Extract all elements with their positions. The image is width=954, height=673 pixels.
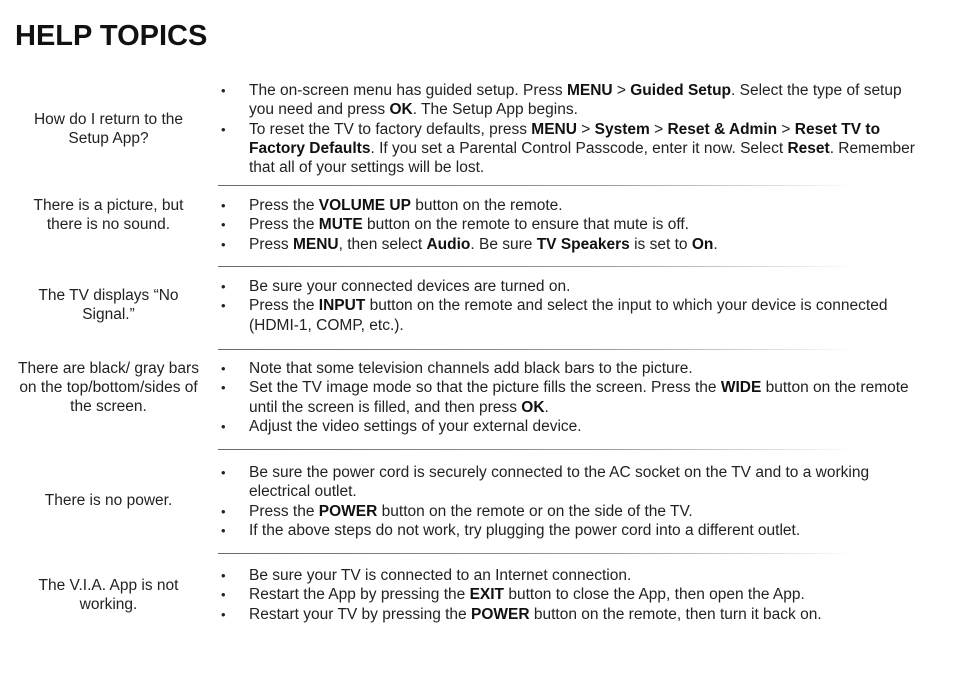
answer-keyword: MUTE bbox=[318, 216, 363, 234]
answer-text: Press the bbox=[249, 216, 319, 234]
topic-question: The V.I.A. App is not working. bbox=[38, 577, 179, 613]
answer-bullet-item bbox=[218, 378, 918, 417]
answer-text: button on the remote or on the side of the TV. bbox=[377, 502, 693, 520]
answer-text: is set to bbox=[629, 235, 692, 253]
answer-text: . bbox=[544, 398, 549, 416]
answer-keyword: MENU bbox=[531, 120, 577, 138]
answer-keyword: INPUT bbox=[318, 297, 366, 315]
answer-text: Set the TV image mode so that the picture fills the screen. Press the bbox=[249, 379, 721, 397]
answer-keyword: OK bbox=[521, 398, 545, 416]
topic-question: How do I return to the Setup App? bbox=[33, 111, 184, 147]
answer-keyword: Guided Setup bbox=[630, 82, 731, 99]
answer-bullet-item bbox=[218, 196, 918, 215]
answer-bullet-item bbox=[218, 120, 918, 178]
topic-answers bbox=[218, 277, 918, 335]
answer-text: Restart the App by pressing the bbox=[249, 586, 470, 604]
row-divider bbox=[218, 349, 858, 350]
answer-keyword: POWER bbox=[470, 605, 530, 623]
answer-text: > bbox=[612, 82, 631, 99]
row-divider bbox=[218, 553, 858, 554]
topic-answers bbox=[218, 463, 918, 540]
answer-text: . Remember that all of your settings will be lost. bbox=[249, 139, 915, 177]
answer-keyword: OK bbox=[389, 101, 413, 119]
answer-text: button on the remote, then turn it back on. bbox=[529, 605, 822, 623]
answer-text: > bbox=[576, 120, 595, 138]
answer-text: The on-screen menu has guided setup. Press bbox=[249, 82, 567, 99]
answer-keyword: Audio bbox=[426, 235, 471, 253]
answer-keyword: Reset bbox=[787, 139, 830, 157]
answer-bullet-item bbox=[218, 521, 918, 540]
answer-text: . The Setup App begins. bbox=[412, 101, 578, 119]
answer-text: button on the remote and select the input to which your device is connected (HDMI-1, COMP, etc.). bbox=[249, 297, 888, 334]
answer-text: To reset the TV to factory defaults, press bbox=[249, 120, 532, 138]
answer-bullet-item bbox=[218, 81, 918, 120]
answer-text: Press the bbox=[249, 502, 319, 520]
answer-text: button to close the App, then open the App. bbox=[504, 586, 805, 604]
answer-text: > bbox=[649, 120, 668, 138]
topic-question: There is a picture, but there is no sound. bbox=[33, 197, 184, 233]
answer-bullet-item bbox=[218, 215, 918, 234]
answer-text: Adjust the video settings of your external device. bbox=[249, 417, 582, 435]
answer-bullet-item bbox=[218, 235, 918, 254]
answer-text: Press the bbox=[249, 297, 319, 315]
answer-bullet-item bbox=[218, 417, 918, 436]
answer-text: Press bbox=[249, 235, 293, 253]
row-divider bbox=[218, 266, 858, 267]
answer-text: > bbox=[777, 120, 795, 138]
answer-text: Be sure your connected devices are turned on. bbox=[249, 278, 571, 295]
answer-text: Be sure your TV is connected to an Internet connection. bbox=[249, 567, 632, 584]
topic-answers bbox=[218, 81, 918, 177]
answer-keyword: MENU bbox=[292, 235, 339, 253]
answer-bullet-item bbox=[218, 566, 918, 585]
answer-bullet-item bbox=[218, 585, 918, 604]
answer-text: If the above steps do not work, try plugging the power cord into a different outlet. bbox=[249, 521, 801, 539]
answer-text: Note that some television channels add black bars to the picture. bbox=[249, 360, 693, 377]
answer-bullet-item bbox=[218, 296, 918, 335]
row-divider bbox=[218, 449, 858, 450]
answer-bullet-item bbox=[218, 605, 918, 624]
answer-keyword: Reset TV to Factory Defaults bbox=[249, 120, 881, 157]
answer-bullet-item bbox=[218, 502, 918, 521]
topic-answers bbox=[218, 196, 918, 254]
answer-text: , then select bbox=[338, 235, 427, 253]
answer-keyword: TV Speakers bbox=[536, 235, 630, 253]
answer-keyword: POWER bbox=[318, 502, 378, 520]
answer-bullet-item bbox=[218, 359, 918, 378]
topic-answers bbox=[218, 359, 918, 436]
topic-answers bbox=[218, 566, 918, 624]
answer-text: . Be sure bbox=[470, 235, 537, 253]
answer-text: . If you set a Parental Control Passcode, enter it now. Select bbox=[370, 139, 788, 157]
page-title: HELP TOPICS bbox=[15, 20, 208, 52]
answer-keyword: System bbox=[594, 120, 650, 138]
answer-text: Be sure the power cord is securely connected to the AC socket on the TV and to a working electrical outlet. bbox=[249, 464, 870, 501]
answer-text: button on the remote. bbox=[410, 197, 563, 214]
answer-keyword: Reset & Admin bbox=[667, 120, 778, 138]
answer-text: . Select the type of setup you need and press bbox=[249, 82, 902, 119]
topic-question: The TV displays “No Signal.” bbox=[38, 287, 179, 323]
answer-text: Restart your TV by pressing the bbox=[249, 605, 471, 623]
answer-keyword: WIDE bbox=[720, 379, 762, 397]
answer-text: Press the bbox=[249, 197, 319, 214]
topic-question: There are black/ gray bars on the top/bottom/sides of the screen. bbox=[18, 360, 199, 415]
row-divider bbox=[218, 185, 858, 186]
answer-keyword: On bbox=[691, 235, 714, 253]
answer-text: button on the remote until the screen is filled, and then press bbox=[249, 379, 909, 416]
answer-keyword: MENU bbox=[566, 82, 613, 99]
topic-question: There is no power. bbox=[44, 492, 173, 509]
answer-text: . bbox=[713, 235, 718, 253]
answer-text: button on the remote to ensure that mute is off. bbox=[362, 216, 689, 234]
answer-bullet-item bbox=[218, 277, 918, 296]
answer-keyword: EXIT bbox=[469, 586, 505, 604]
answer-keyword: VOLUME UP bbox=[318, 197, 411, 214]
answer-bullet-item bbox=[218, 463, 918, 502]
